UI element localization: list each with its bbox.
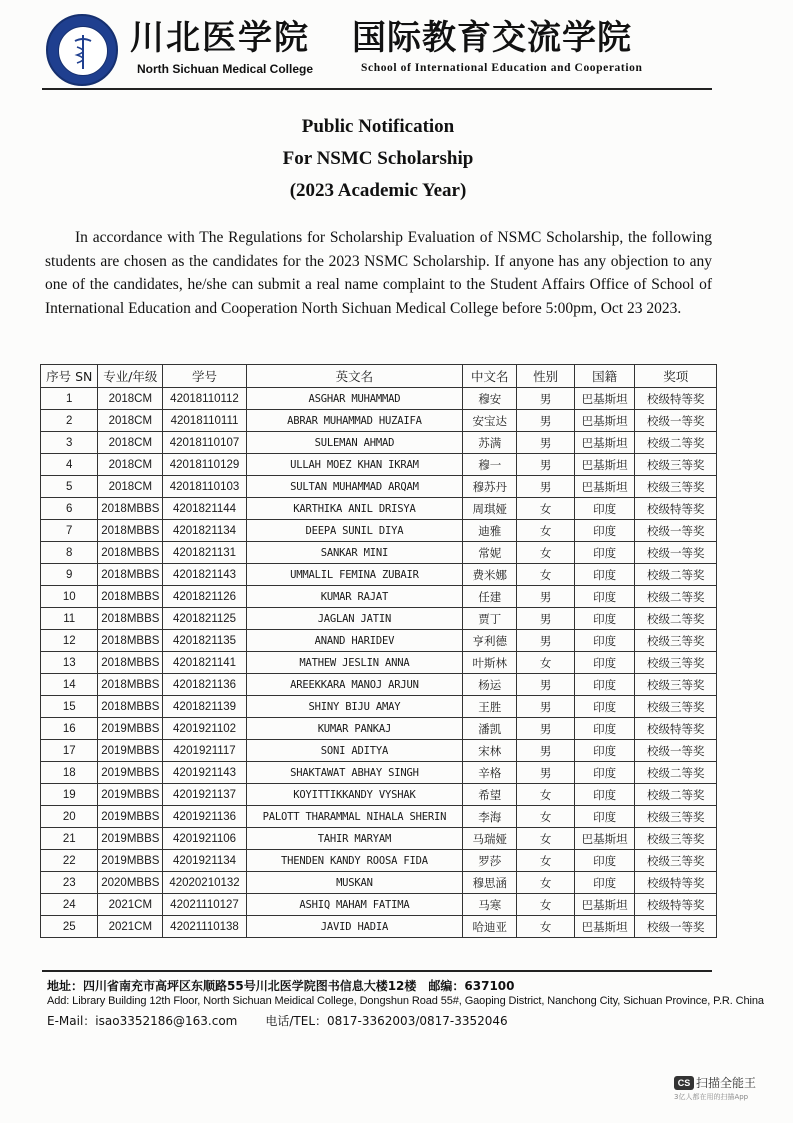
- table-row: [41, 894, 717, 916]
- intro-paragraph: In accordance with The Regulations for Scholarship Evaluation of NSMC Scholarship, the following students are chosen as the candidates for the 2023 NSMC Scholarship. If anyone has any objection to any one of the candidates, he/she can submit a real name complaint to the Student Affairs Office of School of International Education and Cooperation North Sichuan Medical College before 5:00pm, Oct 23 2023.: [45, 229, 712, 317]
- row-gender: 女: [517, 652, 574, 674]
- row-sn: 1: [41, 388, 98, 410]
- row-grade: 2018MBBS: [98, 652, 163, 674]
- header-grade: 专业/年级: [98, 365, 163, 388]
- row-chinese-name: 周琪娅: [463, 498, 517, 520]
- row-sn: 4: [41, 454, 98, 476]
- row-student-id: 4201921102: [163, 718, 247, 740]
- row-grade: 2021CM: [98, 916, 163, 938]
- row-english-name: KUMAR RAJAT: [246, 586, 462, 608]
- row-nationality: 巴基斯坦: [574, 894, 635, 916]
- table-row: [41, 806, 717, 828]
- row-grade: 2018CM: [98, 410, 163, 432]
- row-nationality: 巴基斯坦: [574, 432, 635, 454]
- row-student-id: 42018110107: [163, 432, 247, 454]
- row-award: 校级三等奖: [635, 850, 717, 872]
- table-row: [41, 520, 717, 542]
- row-sn: 25: [41, 916, 98, 938]
- row-grade: 2018CM: [98, 432, 163, 454]
- row-english-name: PALOTT THARAMMAL NIHALA SHERIN: [246, 806, 462, 828]
- table-row: [41, 652, 717, 674]
- row-chinese-name: 潘凯: [463, 718, 517, 740]
- header-english-name: 英文名: [246, 365, 462, 388]
- row-award: 校级特等奖: [635, 894, 717, 916]
- row-grade: 2019MBBS: [98, 762, 163, 784]
- table-row: [41, 696, 717, 718]
- row-grade: 2018CM: [98, 388, 163, 410]
- row-sn: 8: [41, 542, 98, 564]
- row-student-id: 4201821126: [163, 586, 247, 608]
- row-award: 校级二等奖: [635, 784, 717, 806]
- row-sn: 10: [41, 586, 98, 608]
- row-grade: 2018MBBS: [98, 586, 163, 608]
- row-english-name: KUMAR PANKAJ: [246, 718, 462, 740]
- row-gender: 女: [517, 806, 574, 828]
- row-sn: 9: [41, 564, 98, 586]
- row-sn: 21: [41, 828, 98, 850]
- header-gender: 性别: [517, 365, 574, 388]
- row-award: 校级三等奖: [635, 454, 717, 476]
- row-gender: 女: [517, 564, 574, 586]
- row-chinese-name: 哈迪亚: [463, 916, 517, 938]
- row-english-name: DEEPA SUNIL DIYA: [246, 520, 462, 542]
- row-grade: 2019MBBS: [98, 828, 163, 850]
- table-row: [41, 410, 717, 432]
- row-english-name: MATHEW JESLIN ANNA: [246, 652, 462, 674]
- title-line-2: For NSMC Scholarship: [282, 148, 474, 169]
- header-nationality: 国籍: [574, 365, 635, 388]
- row-gender: 男: [517, 718, 574, 740]
- table-row: [41, 916, 717, 938]
- row-english-name: ABRAR MUHAMMAD HUZAIFA: [246, 410, 462, 432]
- row-chinese-name: 穆一: [463, 454, 517, 476]
- row-english-name: UMMALIL FEMINA ZUBAIR: [246, 564, 462, 586]
- scholarship-table: [40, 364, 717, 938]
- row-english-name: TAHIR MARYAM: [246, 828, 462, 850]
- row-student-id: 42021110138: [163, 916, 247, 938]
- contact-line: [47, 1012, 508, 1029]
- row-gender: 男: [517, 674, 574, 696]
- row-award: 校级特等奖: [635, 718, 717, 740]
- caduceus-icon: [59, 27, 107, 75]
- row-nationality: 印度: [574, 762, 635, 784]
- row-sn: 11: [41, 608, 98, 630]
- row-nationality: 印度: [574, 520, 635, 542]
- row-grade: 2018MBBS: [98, 696, 163, 718]
- row-award: 校级三等奖: [635, 630, 717, 652]
- row-award: 校级三等奖: [635, 652, 717, 674]
- row-gender: 女: [517, 916, 574, 938]
- row-gender: 女: [517, 850, 574, 872]
- row-english-name: KARTHIKA ANIL DRISYA: [246, 498, 462, 520]
- row-grade: 2018CM: [98, 476, 163, 498]
- row-nationality: 印度: [574, 872, 635, 894]
- row-chinese-name: 杨运: [463, 674, 517, 696]
- row-award: 校级二等奖: [635, 564, 717, 586]
- row-student-id: 4201821143: [163, 564, 247, 586]
- row-student-id: 4201921136: [163, 806, 247, 828]
- row-chinese-name: 叶斯林: [463, 652, 517, 674]
- row-sn: 19: [41, 784, 98, 806]
- table-row: [41, 630, 717, 652]
- row-gender: 男: [517, 630, 574, 652]
- row-chinese-name: 马寒: [463, 894, 517, 916]
- row-nationality: 巴基斯坦: [574, 454, 635, 476]
- row-chinese-name: 穆苏丹: [463, 476, 517, 498]
- row-nationality: 印度: [574, 652, 635, 674]
- table-row: [41, 454, 717, 476]
- table-row: [41, 542, 717, 564]
- row-student-id: 4201821141: [163, 652, 247, 674]
- row-award: 校级二等奖: [635, 586, 717, 608]
- row-grade: 2018MBBS: [98, 542, 163, 564]
- row-chinese-name: 迪雅: [463, 520, 517, 542]
- row-nationality: 巴基斯坦: [574, 828, 635, 850]
- row-sn: 20: [41, 806, 98, 828]
- row-english-name: ASGHAR MUHAMMAD: [246, 388, 462, 410]
- address-cn: 地址：四川省南充市高坪区东顺路55号川北医学院图书信息大楼12楼 邮编：637100: [47, 979, 515, 993]
- row-sn: 14: [41, 674, 98, 696]
- row-award: 校级特等奖: [635, 872, 717, 894]
- address-en: Add: Library Building 12th Floor, North Sichuan Meidical College, Dongshun Road 55#, Gaoping District, Nanchong City, Sichuan Province, P.R. China: [47, 995, 764, 1007]
- row-english-name: SONI ADITYA: [246, 740, 462, 762]
- row-english-name: SHAKTAWAT ABHAY SINGH: [246, 762, 462, 784]
- row-nationality: 印度: [574, 674, 635, 696]
- table-row: [41, 608, 717, 630]
- row-chinese-name: 常妮: [463, 542, 517, 564]
- row-chinese-name: 穆安: [463, 388, 517, 410]
- row-student-id: 42020210132: [163, 872, 247, 894]
- title-line-1: Public Notification: [301, 116, 455, 137]
- row-nationality: 巴基斯坦: [574, 476, 635, 498]
- row-award: 校级三等奖: [635, 696, 717, 718]
- row-award: 校级三等奖: [635, 674, 717, 696]
- row-award: 校级三等奖: [635, 476, 717, 498]
- row-sn: 12: [41, 630, 98, 652]
- footer-divider: [42, 970, 712, 972]
- row-nationality: 印度: [574, 564, 635, 586]
- row-gender: 男: [517, 388, 574, 410]
- row-award: 校级二等奖: [635, 608, 717, 630]
- table-row: [41, 850, 717, 872]
- row-gender: 女: [517, 520, 574, 542]
- school-name-en: School of International Education and Cooperation: [361, 62, 643, 74]
- row-sn: 17: [41, 740, 98, 762]
- row-chinese-name: 李海: [463, 806, 517, 828]
- row-nationality: 印度: [574, 718, 635, 740]
- row-student-id: 42018110129: [163, 454, 247, 476]
- row-award: 校级特等奖: [635, 388, 717, 410]
- row-nationality: 印度: [574, 740, 635, 762]
- row-sn: 18: [41, 762, 98, 784]
- row-english-name: JAGLAN JATIN: [246, 608, 462, 630]
- row-student-id: 4201921134: [163, 850, 247, 872]
- row-gender: 男: [517, 586, 574, 608]
- row-chinese-name: 苏满: [463, 432, 517, 454]
- row-english-name: SULEMAN AHMAD: [246, 432, 462, 454]
- row-award: 校级一等奖: [635, 740, 717, 762]
- table-row: [41, 674, 717, 696]
- row-student-id: 4201821125: [163, 608, 247, 630]
- row-nationality: 巴基斯坦: [574, 410, 635, 432]
- row-sn: 2: [41, 410, 98, 432]
- row-chinese-name: 宋林: [463, 740, 517, 762]
- table-row: [41, 564, 717, 586]
- row-sn: 22: [41, 850, 98, 872]
- table-row: [41, 388, 717, 410]
- school-name-cn: 国际教育交流学院: [352, 18, 632, 58]
- row-english-name: JAVID HADIA: [246, 916, 462, 938]
- row-nationality: 巴基斯坦: [574, 916, 635, 938]
- row-gender: 男: [517, 762, 574, 784]
- row-english-name: SANKAR MINI: [246, 542, 462, 564]
- row-student-id: 42018110103: [163, 476, 247, 498]
- header-student-id: 学号: [163, 365, 247, 388]
- row-award: 校级三等奖: [635, 828, 717, 850]
- row-nationality: 印度: [574, 542, 635, 564]
- college-logo: [46, 14, 118, 86]
- row-grade: 2019MBBS: [98, 718, 163, 740]
- header-sn: 序号 SN: [41, 365, 98, 388]
- row-nationality: 印度: [574, 608, 635, 630]
- row-gender: 男: [517, 454, 574, 476]
- row-chinese-name: 辛格: [463, 762, 517, 784]
- title-line-3: (2023 Academic Year): [289, 180, 467, 201]
- row-chinese-name: 王胜: [463, 696, 517, 718]
- scanner-logo-icon: CS: [674, 1076, 694, 1090]
- row-sn: 24: [41, 894, 98, 916]
- row-award: 校级一等奖: [635, 410, 717, 432]
- row-english-name: ASHIQ MAHAM FATIMA: [246, 894, 462, 916]
- row-grade: 2020MBBS: [98, 872, 163, 894]
- row-chinese-name: 费米娜: [463, 564, 517, 586]
- table-row: [41, 740, 717, 762]
- row-gender: 女: [517, 894, 574, 916]
- row-grade: 2018MBBS: [98, 630, 163, 652]
- row-nationality: 印度: [574, 850, 635, 872]
- row-student-id: 42021110127: [163, 894, 247, 916]
- row-gender: 女: [517, 828, 574, 850]
- scanner-app-name: 扫描全能王: [696, 1076, 757, 1090]
- table-row: [41, 498, 717, 520]
- row-grade: 2019MBBS: [98, 850, 163, 872]
- row-gender: 男: [517, 410, 574, 432]
- row-grade: 2019MBBS: [98, 806, 163, 828]
- row-chinese-name: 贾丁: [463, 608, 517, 630]
- row-english-name: ANAND HARIDEV: [246, 630, 462, 652]
- row-nationality: 印度: [574, 784, 635, 806]
- row-english-name: SHINY BIJU AMAY: [246, 696, 462, 718]
- row-english-name: MUSKAN: [246, 872, 462, 894]
- row-english-name: KOYITTIKKANDY VYSHAK: [246, 784, 462, 806]
- table-row: [41, 432, 717, 454]
- table-row: [41, 718, 717, 740]
- row-award: 校级一等奖: [635, 916, 717, 938]
- row-student-id: 4201921137: [163, 784, 247, 806]
- row-sn: 6: [41, 498, 98, 520]
- row-english-name: AREEKKARA MANOJ ARJUN: [246, 674, 462, 696]
- row-award: 校级一等奖: [635, 542, 717, 564]
- header-divider: [42, 88, 712, 90]
- telephone-text: 电话/TEL：0817-3362003/0817-3352046: [265, 1014, 508, 1028]
- row-gender: 男: [517, 696, 574, 718]
- row-nationality: 印度: [574, 630, 635, 652]
- row-award: 校级二等奖: [635, 432, 717, 454]
- row-grade: 2018MBBS: [98, 608, 163, 630]
- row-gender: 男: [517, 432, 574, 454]
- row-student-id: 4201821131: [163, 542, 247, 564]
- row-student-id: 4201821135: [163, 630, 247, 652]
- row-student-id: 42018110111: [163, 410, 247, 432]
- row-gender: 女: [517, 498, 574, 520]
- row-chinese-name: 安宝达: [463, 410, 517, 432]
- row-sn: 15: [41, 696, 98, 718]
- row-award: 校级二等奖: [635, 762, 717, 784]
- row-gender: 女: [517, 784, 574, 806]
- row-sn: 3: [41, 432, 98, 454]
- table-row: [41, 762, 717, 784]
- row-nationality: 印度: [574, 696, 635, 718]
- row-student-id: 4201821136: [163, 674, 247, 696]
- row-grade: 2018MBBS: [98, 674, 163, 696]
- scanner-tagline: 3亿人都在用的扫描App: [674, 1093, 749, 1101]
- row-gender: 男: [517, 740, 574, 762]
- row-gender: 男: [517, 608, 574, 630]
- row-grade: 2018MBBS: [98, 498, 163, 520]
- row-grade: 2021CM: [98, 894, 163, 916]
- row-student-id: 4201821134: [163, 520, 247, 542]
- row-award: 校级特等奖: [635, 498, 717, 520]
- table-header-row: [41, 365, 717, 388]
- row-sn: 23: [41, 872, 98, 894]
- row-nationality: 巴基斯坦: [574, 388, 635, 410]
- row-student-id: 4201821139: [163, 696, 247, 718]
- college-name-cn: 川北医学院: [130, 18, 310, 58]
- table-row: [41, 828, 717, 850]
- row-gender: 女: [517, 872, 574, 894]
- row-nationality: 印度: [574, 498, 635, 520]
- row-chinese-name: 马瑞娅: [463, 828, 517, 850]
- row-student-id: 4201821144: [163, 498, 247, 520]
- row-student-id: 4201921106: [163, 828, 247, 850]
- row-nationality: 印度: [574, 586, 635, 608]
- row-student-id: 4201921143: [163, 762, 247, 784]
- row-award: 校级三等奖: [635, 806, 717, 828]
- row-sn: 7: [41, 520, 98, 542]
- row-gender: 男: [517, 476, 574, 498]
- email-text: E-Mail：isao3352186@163.com: [47, 1014, 238, 1028]
- table-row: [41, 784, 717, 806]
- row-nationality: 印度: [574, 806, 635, 828]
- row-chinese-name: 罗莎: [463, 850, 517, 872]
- row-grade: 2019MBBS: [98, 740, 163, 762]
- college-name-en: North Sichuan Medical College: [137, 62, 314, 76]
- scanner-watermark: [674, 1072, 757, 1101]
- row-chinese-name: 穆思涵: [463, 872, 517, 894]
- row-grade: 2019MBBS: [98, 784, 163, 806]
- row-sn: 5: [41, 476, 98, 498]
- row-grade: 2018MBBS: [98, 520, 163, 542]
- row-sn: 13: [41, 652, 98, 674]
- header-chinese-name: 中文名: [463, 365, 517, 388]
- row-english-name: SULTAN MUHAMMAD ARQAM: [246, 476, 462, 498]
- row-award: 校级一等奖: [635, 520, 717, 542]
- row-student-id: 42018110112: [163, 388, 247, 410]
- row-chinese-name: 希望: [463, 784, 517, 806]
- row-english-name: ULLAH MOEZ KHAN IKRAM: [246, 454, 462, 476]
- header-award: 奖项: [635, 365, 717, 388]
- table-row: [41, 476, 717, 498]
- row-gender: 女: [517, 542, 574, 564]
- row-grade: 2018CM: [98, 454, 163, 476]
- row-english-name: THENDEN KANDY ROOSA FIDA: [246, 850, 462, 872]
- row-chinese-name: 亨利德: [463, 630, 517, 652]
- table-row: [41, 586, 717, 608]
- row-grade: 2018MBBS: [98, 564, 163, 586]
- row-student-id: 4201921117: [163, 740, 247, 762]
- row-chinese-name: 任建: [463, 586, 517, 608]
- table-row: [41, 872, 717, 894]
- row-sn: 16: [41, 718, 98, 740]
